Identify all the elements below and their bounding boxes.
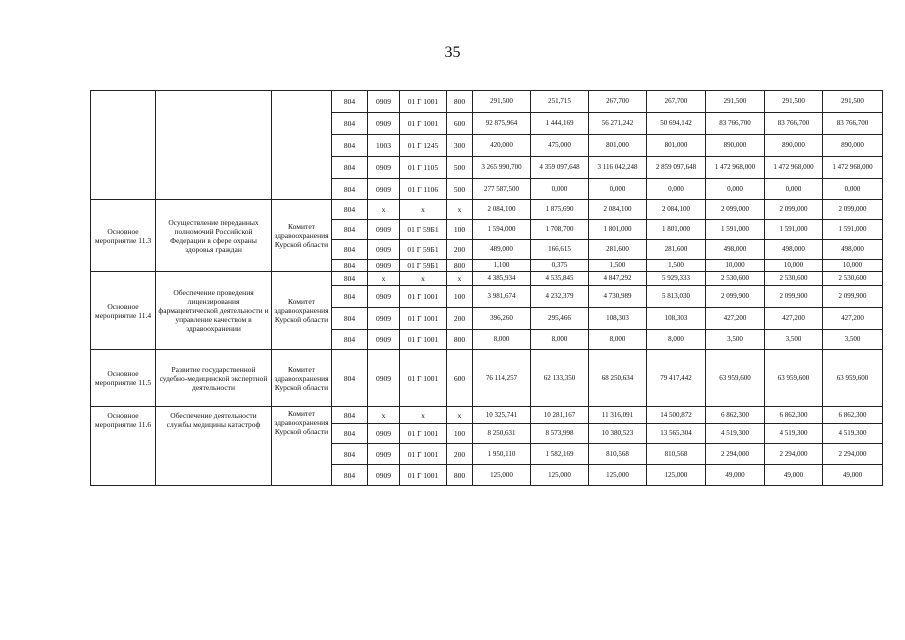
value-cell: 10 281,167 [531,407,589,424]
value-cell: 4 847,292 [589,272,647,286]
value-cell: 291,500 [706,91,765,113]
value-cell: 1 472 968,000 [706,157,765,179]
value-cell: 475,000 [531,135,589,157]
value-cell: 2 530,600 [706,272,765,286]
value-cell: 3 265 990,700 [473,157,531,179]
name-cell: Осуществление переданных полномочий Российской Федерации в сфере охраны здоровья граждан [156,200,272,272]
value-cell: 5 813,030 [647,286,706,308]
value-cell: 1,500 [647,260,706,272]
value-cell: 14 500,872 [647,407,706,424]
grbs-cell: 804 [332,286,368,308]
value-cell: 2 294,000 [765,444,823,465]
value-cell: 1,500 [589,260,647,272]
value-cell: 295,466 [531,308,589,330]
value-cell: 83 766,700 [706,113,765,135]
value-cell: 281,600 [589,240,647,260]
grbs-cell: 804 [332,220,368,240]
csr-cell: 01 Г 1001 [400,286,447,308]
rzpr-cell: 0909 [368,286,400,308]
rzpr-cell: 0909 [368,220,400,240]
value-cell: 498,000 [823,240,883,260]
value-cell: 1 801,000 [647,220,706,240]
value-cell: 125,000 [589,465,647,486]
grbs-cell: 804 [332,424,368,444]
value-cell: 1 472 968,000 [765,157,823,179]
grbs-cell: 804 [332,330,368,350]
value-cell: 3,500 [765,330,823,350]
value-cell: 1 591,000 [765,220,823,240]
csr-cell: 01 Г 1001 [400,308,447,330]
rzpr-cell: 0909 [368,157,400,179]
group-cell: Основное мероприятие 11.5 [91,350,156,407]
csr-cell: 01 Г 1245 [400,135,447,157]
value-cell: 4 519,300 [765,424,823,444]
csr-cell: х [400,407,447,424]
value-cell: 2 294,000 [706,444,765,465]
csr-cell: х [400,200,447,220]
value-cell: 0,000 [765,179,823,200]
value-cell: 83 766,700 [765,113,823,135]
grbs-cell: 804 [332,260,368,272]
csr-cell: 01 Г 59Б1 [400,220,447,240]
value-cell: 62 133,350 [531,350,589,407]
value-cell: 8 573,998 [531,424,589,444]
value-cell: 10,000 [765,260,823,272]
value-cell: 8,000 [531,330,589,350]
vr-cell: 800 [447,91,473,113]
value-cell: 4 385,934 [473,272,531,286]
rzpr-cell: 0909 [368,240,400,260]
grbs-cell: 804 [332,308,368,330]
value-cell: 267,700 [589,91,647,113]
value-cell: 810,568 [647,444,706,465]
value-cell: 108,303 [589,308,647,330]
value-cell: 2 099,000 [706,200,765,220]
grbs-cell: 804 [332,157,368,179]
executor-cell: Комитет здравоохранения Курской области [272,407,332,486]
value-cell: 277 587,500 [473,179,531,200]
vr-cell: 500 [447,157,473,179]
value-cell: 11 316,091 [589,407,647,424]
csr-cell: 01 Г 1001 [400,91,447,113]
value-cell: 498,000 [706,240,765,260]
vr-cell: 600 [447,113,473,135]
csr-cell: х [400,272,447,286]
grbs-cell: 804 [332,465,368,486]
rzpr-cell: 0909 [368,91,400,113]
value-cell: 291,500 [765,91,823,113]
group-cell [91,91,156,200]
value-cell: 1 875,690 [531,200,589,220]
value-cell: 2 084,100 [473,200,531,220]
grbs-cell: 804 [332,91,368,113]
grbs-cell: 804 [332,113,368,135]
value-cell: 0,000 [823,179,883,200]
value-cell: 1 591,000 [823,220,883,240]
value-cell: 291,500 [823,91,883,113]
table-row [91,91,883,113]
value-cell: 8,000 [647,330,706,350]
value-cell: 291,500 [473,91,531,113]
grbs-cell: 804 [332,444,368,465]
value-cell: 3,500 [706,330,765,350]
value-cell: 10 325,741 [473,407,531,424]
value-cell: 4 535,845 [531,272,589,286]
csr-cell: 01 Г 1001 [400,444,447,465]
grbs-cell: 804 [332,272,368,286]
grbs-cell: 804 [332,407,368,424]
grbs-cell: 804 [332,200,368,220]
vr-cell: 200 [447,308,473,330]
value-cell: 1 950,110 [473,444,531,465]
vr-cell: 800 [447,260,473,272]
value-cell: 1,100 [473,260,531,272]
value-cell: 8,000 [589,330,647,350]
value-cell: 890,000 [765,135,823,157]
value-cell: 92 875,964 [473,113,531,135]
value-cell: 125,000 [531,465,589,486]
value-cell: 63 959,600 [823,350,883,407]
value-cell: 2 099,000 [765,200,823,220]
group-cell: Основное мероприятие 11.4 [91,272,156,350]
value-cell: 890,000 [706,135,765,157]
rzpr-cell: 0909 [368,350,400,407]
value-cell: 8 250,631 [473,424,531,444]
rzpr-cell: 1003 [368,135,400,157]
value-cell: 0,000 [706,179,765,200]
name-cell: Развитие государственной судебно-медицинской экспертной деятельности [156,350,272,407]
value-cell: 125,000 [647,465,706,486]
rzpr-cell: 0909 [368,424,400,444]
vr-cell: 800 [447,465,473,486]
vr-cell: х [447,407,473,424]
csr-cell: 01 Г 1105 [400,157,447,179]
value-cell: 8,000 [473,330,531,350]
value-cell: 49,000 [765,465,823,486]
executor-cell [272,91,332,200]
value-cell: 0,375 [531,260,589,272]
vr-cell: 100 [447,424,473,444]
vr-cell: 800 [447,330,473,350]
value-cell: 810,568 [589,444,647,465]
value-cell: 125,000 [473,465,531,486]
csr-cell: 01 Г 59Б1 [400,240,447,260]
grbs-cell: 804 [332,240,368,260]
rzpr-cell: 0909 [368,260,400,272]
value-cell: 63 959,600 [765,350,823,407]
value-cell: 2 530,600 [765,272,823,286]
vr-cell: х [447,200,473,220]
rzpr-cell: 0909 [368,113,400,135]
value-cell: 3 981,674 [473,286,531,308]
vr-cell: 200 [447,240,473,260]
value-cell: 10,000 [823,260,883,272]
value-cell: 489,000 [473,240,531,260]
value-cell: 1 594,000 [473,220,531,240]
value-cell: 3,500 [823,330,883,350]
value-cell: 498,000 [765,240,823,260]
page-number: 35 [444,44,461,61]
value-cell: 1 801,000 [589,220,647,240]
grbs-cell: 804 [332,179,368,200]
value-cell: 108,303 [647,308,706,330]
table-row [91,272,883,286]
rzpr-cell: 0909 [368,179,400,200]
executor-cell: Комитет здравоохранения Курской области [272,200,332,272]
value-cell: 427,200 [706,308,765,330]
value-cell: 2 099,000 [823,200,883,220]
value-cell: 6 862,300 [823,407,883,424]
rzpr-cell: х [368,407,400,424]
value-cell: 281,600 [647,240,706,260]
value-cell: 2 099,900 [706,286,765,308]
value-cell: 4 359 097,648 [531,157,589,179]
csr-cell: 01 Г 1001 [400,350,447,407]
value-cell: 76 114,257 [473,350,531,407]
value-cell: 267,700 [647,91,706,113]
csr-cell: 01 Г 1001 [400,330,447,350]
value-cell: 1 472 968,000 [823,157,883,179]
value-cell: 56 271,242 [589,113,647,135]
csr-cell: 01 Г 1001 [400,113,447,135]
name-cell [156,91,272,200]
executor-cell: Комитет здравоохранения Курской области [272,350,332,407]
value-cell: 4 519,300 [823,424,883,444]
value-cell: 10,000 [706,260,765,272]
value-cell: 801,000 [647,135,706,157]
csr-cell: 01 Г 59Б1 [400,260,447,272]
grbs-cell: 804 [332,135,368,157]
value-cell: 1 582,169 [531,444,589,465]
budget-table [90,90,883,486]
value-cell: 0,000 [531,179,589,200]
value-cell: 83 766,700 [823,113,883,135]
rzpr-cell: х [368,272,400,286]
value-cell: 2 294,000 [823,444,883,465]
vr-cell: х [447,272,473,286]
value-cell: 396,260 [473,308,531,330]
value-cell: 2 530,600 [823,272,883,286]
value-cell: 3 116 042,248 [589,157,647,179]
value-cell: 251,715 [531,91,589,113]
value-cell: 68 250,634 [589,350,647,407]
value-cell: 1 708,700 [531,220,589,240]
value-cell: 6 862,300 [706,407,765,424]
executor-cell: Комитет здравоохранения Курской области [272,272,332,350]
value-cell: 50 694,142 [647,113,706,135]
value-cell: 0,000 [589,179,647,200]
value-cell: 49,000 [823,465,883,486]
table-row [91,200,883,220]
value-cell: 2 099,900 [823,286,883,308]
group-cell: Основное мероприятие 11.3 [91,200,156,272]
value-cell: 1 591,000 [706,220,765,240]
value-cell: 6 862,300 [765,407,823,424]
vr-cell: 100 [447,220,473,240]
vr-cell: 300 [447,135,473,157]
value-cell: 5 929,333 [647,272,706,286]
csr-cell: 01 Г 1001 [400,465,447,486]
rzpr-cell: 0909 [368,444,400,465]
vr-cell: 500 [447,179,473,200]
value-cell: 801,000 [589,135,647,157]
vr-cell: 200 [447,444,473,465]
value-cell: 13 565,304 [647,424,706,444]
table-row [91,350,883,407]
value-cell: 890,000 [823,135,883,157]
rzpr-cell: 0909 [368,330,400,350]
group-cell: Основное мероприятие 11.6 [91,407,156,486]
value-cell: 1 444,169 [531,113,589,135]
vr-cell: 600 [447,350,473,407]
value-cell: 2 084,100 [647,200,706,220]
rzpr-cell: 0909 [368,308,400,330]
value-cell: 0,000 [647,179,706,200]
rzpr-cell: х [368,200,400,220]
csr-cell: 01 Г 1001 [400,424,447,444]
value-cell: 10 380,523 [589,424,647,444]
grbs-cell: 804 [332,350,368,407]
value-cell: 4 730,989 [589,286,647,308]
value-cell: 4 519,300 [706,424,765,444]
value-cell: 49,000 [706,465,765,486]
value-cell: 2 859 097,648 [647,157,706,179]
value-cell: 79 417,442 [647,350,706,407]
csr-cell: 01 Г 1106 [400,179,447,200]
vr-cell: 100 [447,286,473,308]
value-cell: 166,615 [531,240,589,260]
value-cell: 2 099,900 [765,286,823,308]
value-cell: 2 084,100 [589,200,647,220]
name-cell: Обеспечение проведения лицензирования фармацевтической деятельности и управление качеством в здравоохранении [156,272,272,350]
value-cell: 427,200 [765,308,823,330]
rzpr-cell: 0909 [368,465,400,486]
name-cell: Обеспечение деятельности службы медицины катастроф [156,407,272,486]
value-cell: 420,000 [473,135,531,157]
table-row [91,407,883,424]
value-cell: 4 232,379 [531,286,589,308]
value-cell: 427,200 [823,308,883,330]
value-cell: 63 959,600 [706,350,765,407]
